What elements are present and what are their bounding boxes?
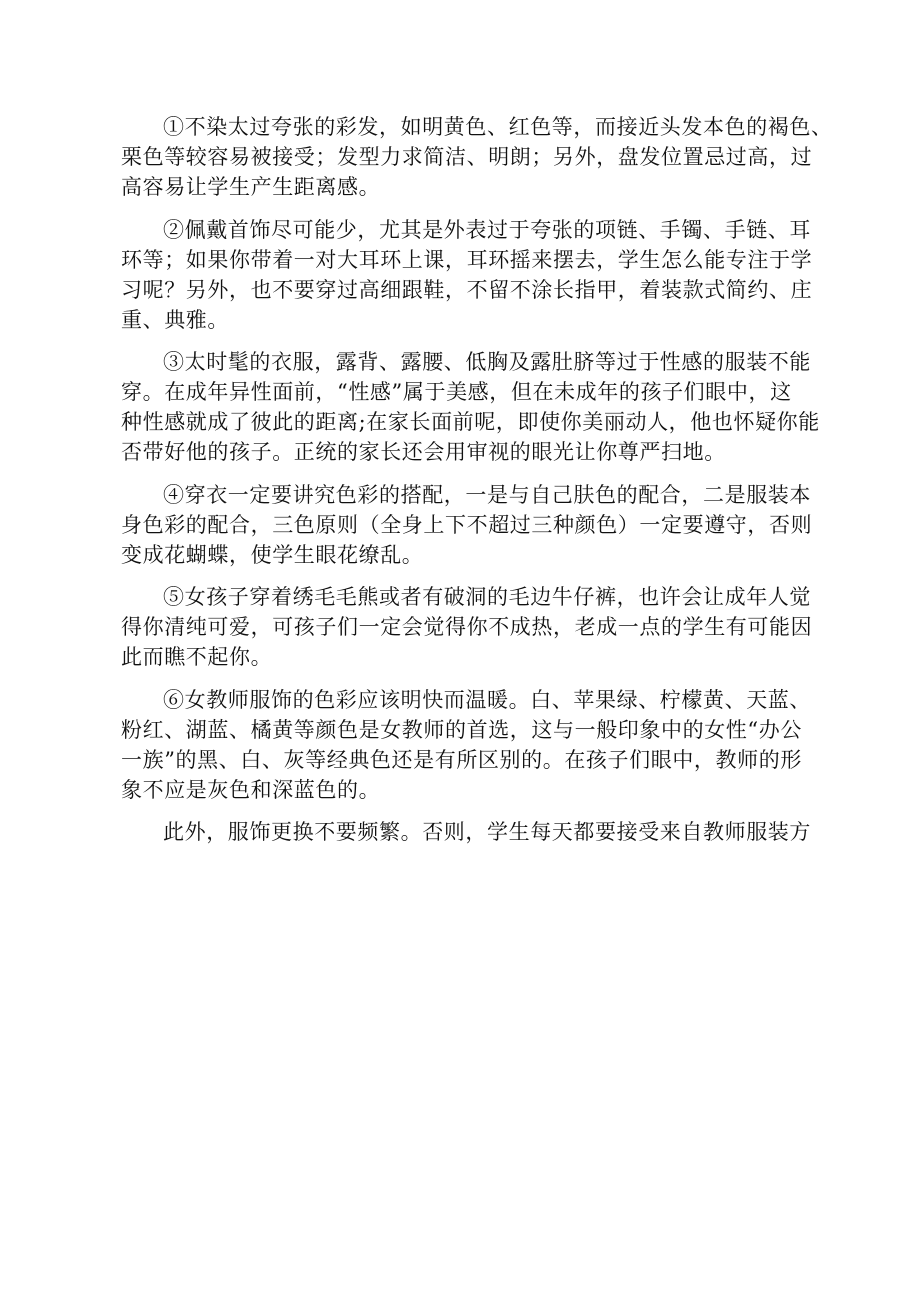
text-line: 否带好他的孩子。正统的家长还会用审视的眼光让你尊严扫地。 <box>121 440 726 464</box>
paragraph-color-matching <box>121 480 811 570</box>
document-body <box>121 112 833 860</box>
text-line: 习呢？另外，也不要穿过高细跟鞋，不留不涂长指甲，着装款式简约、庄 <box>121 277 813 302</box>
paragraph-colors <box>121 685 811 805</box>
text-line: 穿。在成年异性面前，“性感”属于美感，但在未成年的孩子们眼中，这 <box>121 380 792 404</box>
paragraph-hair <box>121 112 833 202</box>
text-line: ③太时髦的衣服，露背、露腰、低胸及露肚脐等过于性感的服装不能 <box>163 350 811 374</box>
text-line: ②佩戴首饰尽可能少，尤其是外表过于夸张的项链、手镯、手链、耳 <box>163 217 811 242</box>
text-line: ①不染太过夸张的彩发，如明黄色、红色等，而接近头发本色的褐色、 <box>163 115 833 139</box>
text-line: ⑥女教师服饰的色彩应该明快而温暖。白、苹果绿、柠檬黄、天蓝、 <box>163 687 811 712</box>
text-line: 种性感就成了彼此的距离;在家长面前呢，即使你美丽动人，他也怀疑你能 <box>121 410 820 434</box>
paragraph-jewelry <box>121 215 811 335</box>
text-line: 一族”的黑、白、灰等经典色还是有所区别的。在孩子们眼中，教师的形 <box>121 747 802 772</box>
text-line: 此外，服饰更换不要频繁。否则，学生每天都要接受来自教师服装方 <box>163 820 811 844</box>
text-line: 变成花蝴蝶，使学生眼花缭乱。 <box>121 542 424 567</box>
paragraph-frequency <box>121 817 811 847</box>
text-line: 得你清纯可爱，可孩子们一定会觉得你不成热，老成一点的学生有可能因 <box>121 615 813 639</box>
paragraph-jeans <box>121 582 811 672</box>
text-line: 身色彩的配合，三色原则（全身上下不超过三种颜色）一定要遵守，否则 <box>121 512 813 537</box>
text-line: 象不应是灰色和深蓝色的。 <box>121 777 381 802</box>
text-line: ④穿衣一定要讲究色彩的搭配，一是与自己肤色的配合，二是服装本 <box>163 482 811 507</box>
text-line: 栗色等较容易被接受；发型力求简洁、明朗；另外，盘发位置忌过高，过 <box>121 145 813 169</box>
text-line: 粉红、湖蓝、橘黄等颜色是女教师的首选，这与一般印象中的女性“办公 <box>121 717 802 742</box>
text-line: 环等；如果你带着一对大耳环上课，耳环摇来摆去，学生怎么能专注于学 <box>121 247 813 272</box>
text-line: 高容易让学生产生距离感。 <box>121 175 381 199</box>
text-line: 重、典雅。 <box>121 307 229 332</box>
text-line: 此而瞧不起你。 <box>121 645 273 669</box>
text-line: ⑤女孩子穿着绣毛毛熊或者有破洞的毛边牛仔裤，也许会让成年人觉 <box>163 585 811 609</box>
paragraph-fashionable-clothes <box>121 347 820 467</box>
